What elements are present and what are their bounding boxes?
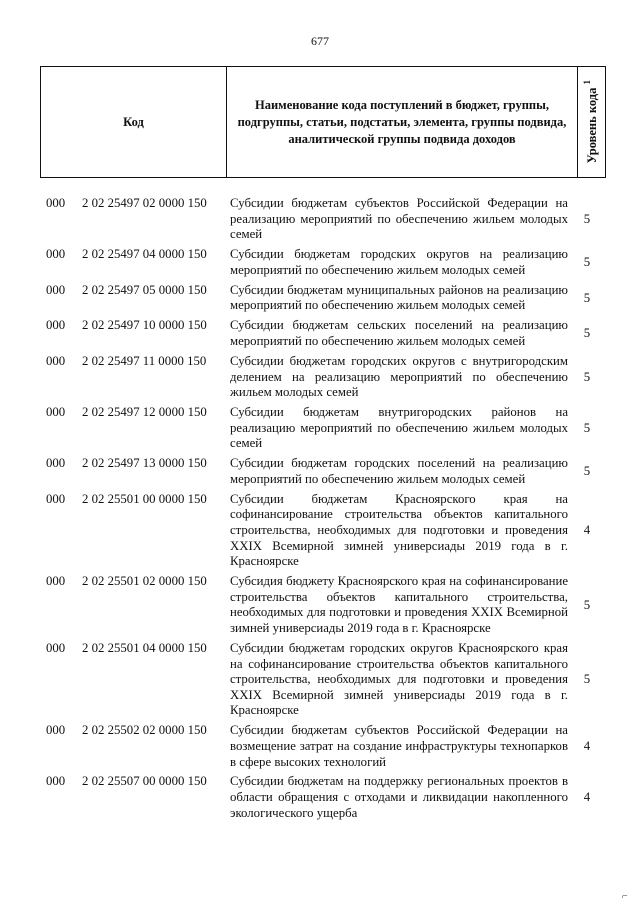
header-code: Код — [41, 67, 227, 177]
row-description: Субсидия бюджету Красноярского края на софинансирование строительства объектов капитального строительства, необходимых для подготовки и проведения XXIX Всемирной зимней универсиады 2019 года в г. Красноярске — [230, 574, 568, 635]
table-row — [46, 723, 606, 770]
row-level: 5 — [583, 464, 591, 479]
row-code: 2 02 25497 11 0000 150 — [82, 353, 207, 368]
table-row — [46, 641, 606, 719]
row-prefix: 000 — [46, 247, 66, 262]
table-row — [46, 354, 606, 401]
row-prefix: 000 — [46, 574, 66, 589]
row-prefix: 000 — [46, 456, 66, 471]
row-description: Субсидии бюджетам внутригородских районов на реализацию мероприятий по обеспечению жильем молодых семей — [230, 405, 568, 451]
table-row — [46, 405, 606, 452]
header-level — [582, 80, 600, 163]
row-code: 2 02 25507 00 0000 150 — [82, 774, 207, 789]
row-code: 2 02 25497 02 0000 150 — [82, 196, 207, 210]
row-prefix: 000 — [46, 640, 66, 655]
row-code: 2 02 25502 02 0000 150 — [82, 723, 207, 738]
header-level-footnote: 1 — [582, 80, 593, 85]
row-level: 5 — [583, 326, 591, 341]
row-level: 5 — [583, 290, 591, 305]
row-code: 2 02 25497 05 0000 150 — [82, 282, 207, 297]
row-description: Субсидии бюджетам городских округов на реализацию мероприятий по обеспечению жильем молодых семей — [230, 247, 568, 277]
table-row — [46, 456, 606, 487]
header-level-cell — [578, 67, 605, 177]
row-level: 4 — [583, 738, 591, 753]
row-prefix: 000 — [46, 196, 66, 210]
table-row — [46, 492, 606, 570]
row-description: Субсидии бюджетам городских округов Красноярского края на софинансирование строительства объектов капитального строительства, необходимых для подготовки и проведения XXIX Всемирной зимней универсиады 2019 года в г. Красноярске — [230, 640, 568, 718]
row-code: 2 02 25501 02 0000 150 — [82, 574, 207, 589]
row-level: 5 — [583, 420, 591, 435]
page-number: 677 — [311, 34, 329, 48]
row-prefix: 000 — [46, 282, 66, 297]
row-prefix: 000 — [46, 774, 66, 789]
row-code: 2 02 25501 00 0000 150 — [82, 491, 207, 506]
row-code: 2 02 25497 04 0000 150 — [82, 247, 207, 262]
row-level: 5 — [583, 254, 591, 269]
header-name: Наименование кода поступлений в бюджет, группы, подгруппы, статьи, подстатьи, элемента, группы подвида, аналитической группы подвида доходов — [227, 67, 578, 177]
row-level: 4 — [583, 790, 591, 805]
table-row — [46, 196, 606, 243]
table-row — [46, 318, 606, 349]
table-row — [46, 774, 606, 821]
row-code: 2 02 25497 13 0000 150 — [82, 456, 207, 471]
row-level: 5 — [583, 597, 591, 612]
row-description: Субсидии бюджетам городских поселений на реализацию мероприятий по обеспечению жильем молодых семей — [230, 456, 568, 486]
row-prefix: 000 — [46, 491, 66, 506]
row-description: Субсидии бюджетам субъектов Российской Федерации на реализацию мероприятий по обеспечению жильем молодых семей — [230, 196, 568, 242]
row-description: Субсидии бюджетам муниципальных районов на реализацию мероприятий по обеспечению жильем молодых семей — [230, 282, 568, 313]
row-prefix: 000 — [46, 353, 66, 368]
row-level: 4 — [583, 523, 591, 538]
row-code: 2 02 25497 10 0000 150 — [82, 318, 207, 333]
row-description: Субсидии бюджетам субъектов Российской Федерации на возмещение затрат на создание инфраструктуры технопарков в сфере высоких технологий — [230, 723, 568, 769]
row-level: 5 — [583, 369, 591, 384]
row-description: Субсидии бюджетам сельских поселений на реализацию мероприятий по обеспечению жильем молодых семей — [230, 318, 568, 348]
table-header — [40, 66, 606, 178]
table-body — [46, 196, 606, 826]
row-prefix: 000 — [46, 318, 66, 333]
row-code: 2 02 25497 12 0000 150 — [82, 405, 207, 420]
row-prefix: 000 — [46, 723, 66, 738]
table-row — [46, 283, 606, 314]
row-level: 5 — [583, 211, 591, 226]
row-level: 5 — [583, 672, 591, 687]
row-prefix: 000 — [46, 405, 66, 420]
header-level-label: Уровень кода — [585, 87, 600, 164]
row-code: 2 02 25501 04 0000 150 — [82, 640, 207, 655]
row-description: Субсидии бюджетам на поддержку региональных проектов в области обращения с отходами и ликвидации накопленного экологического ущерба — [230, 774, 568, 820]
table-row — [46, 574, 606, 636]
corner-mark-icon: ⌐ — [622, 891, 628, 902]
row-description: Субсидии бюджетам Красноярского края на софинансирование строительства объектов капитального строительства, необходимых для подготовки и проведения XXIX Всемирной зимней универсиады 2019 года в г. Красноярске — [230, 491, 568, 569]
table-row — [46, 247, 606, 278]
row-description: Субсидии бюджетам городских округов с внутригородским делением на реализацию мероприятий по обеспечению жильем молодых семей — [230, 353, 568, 400]
